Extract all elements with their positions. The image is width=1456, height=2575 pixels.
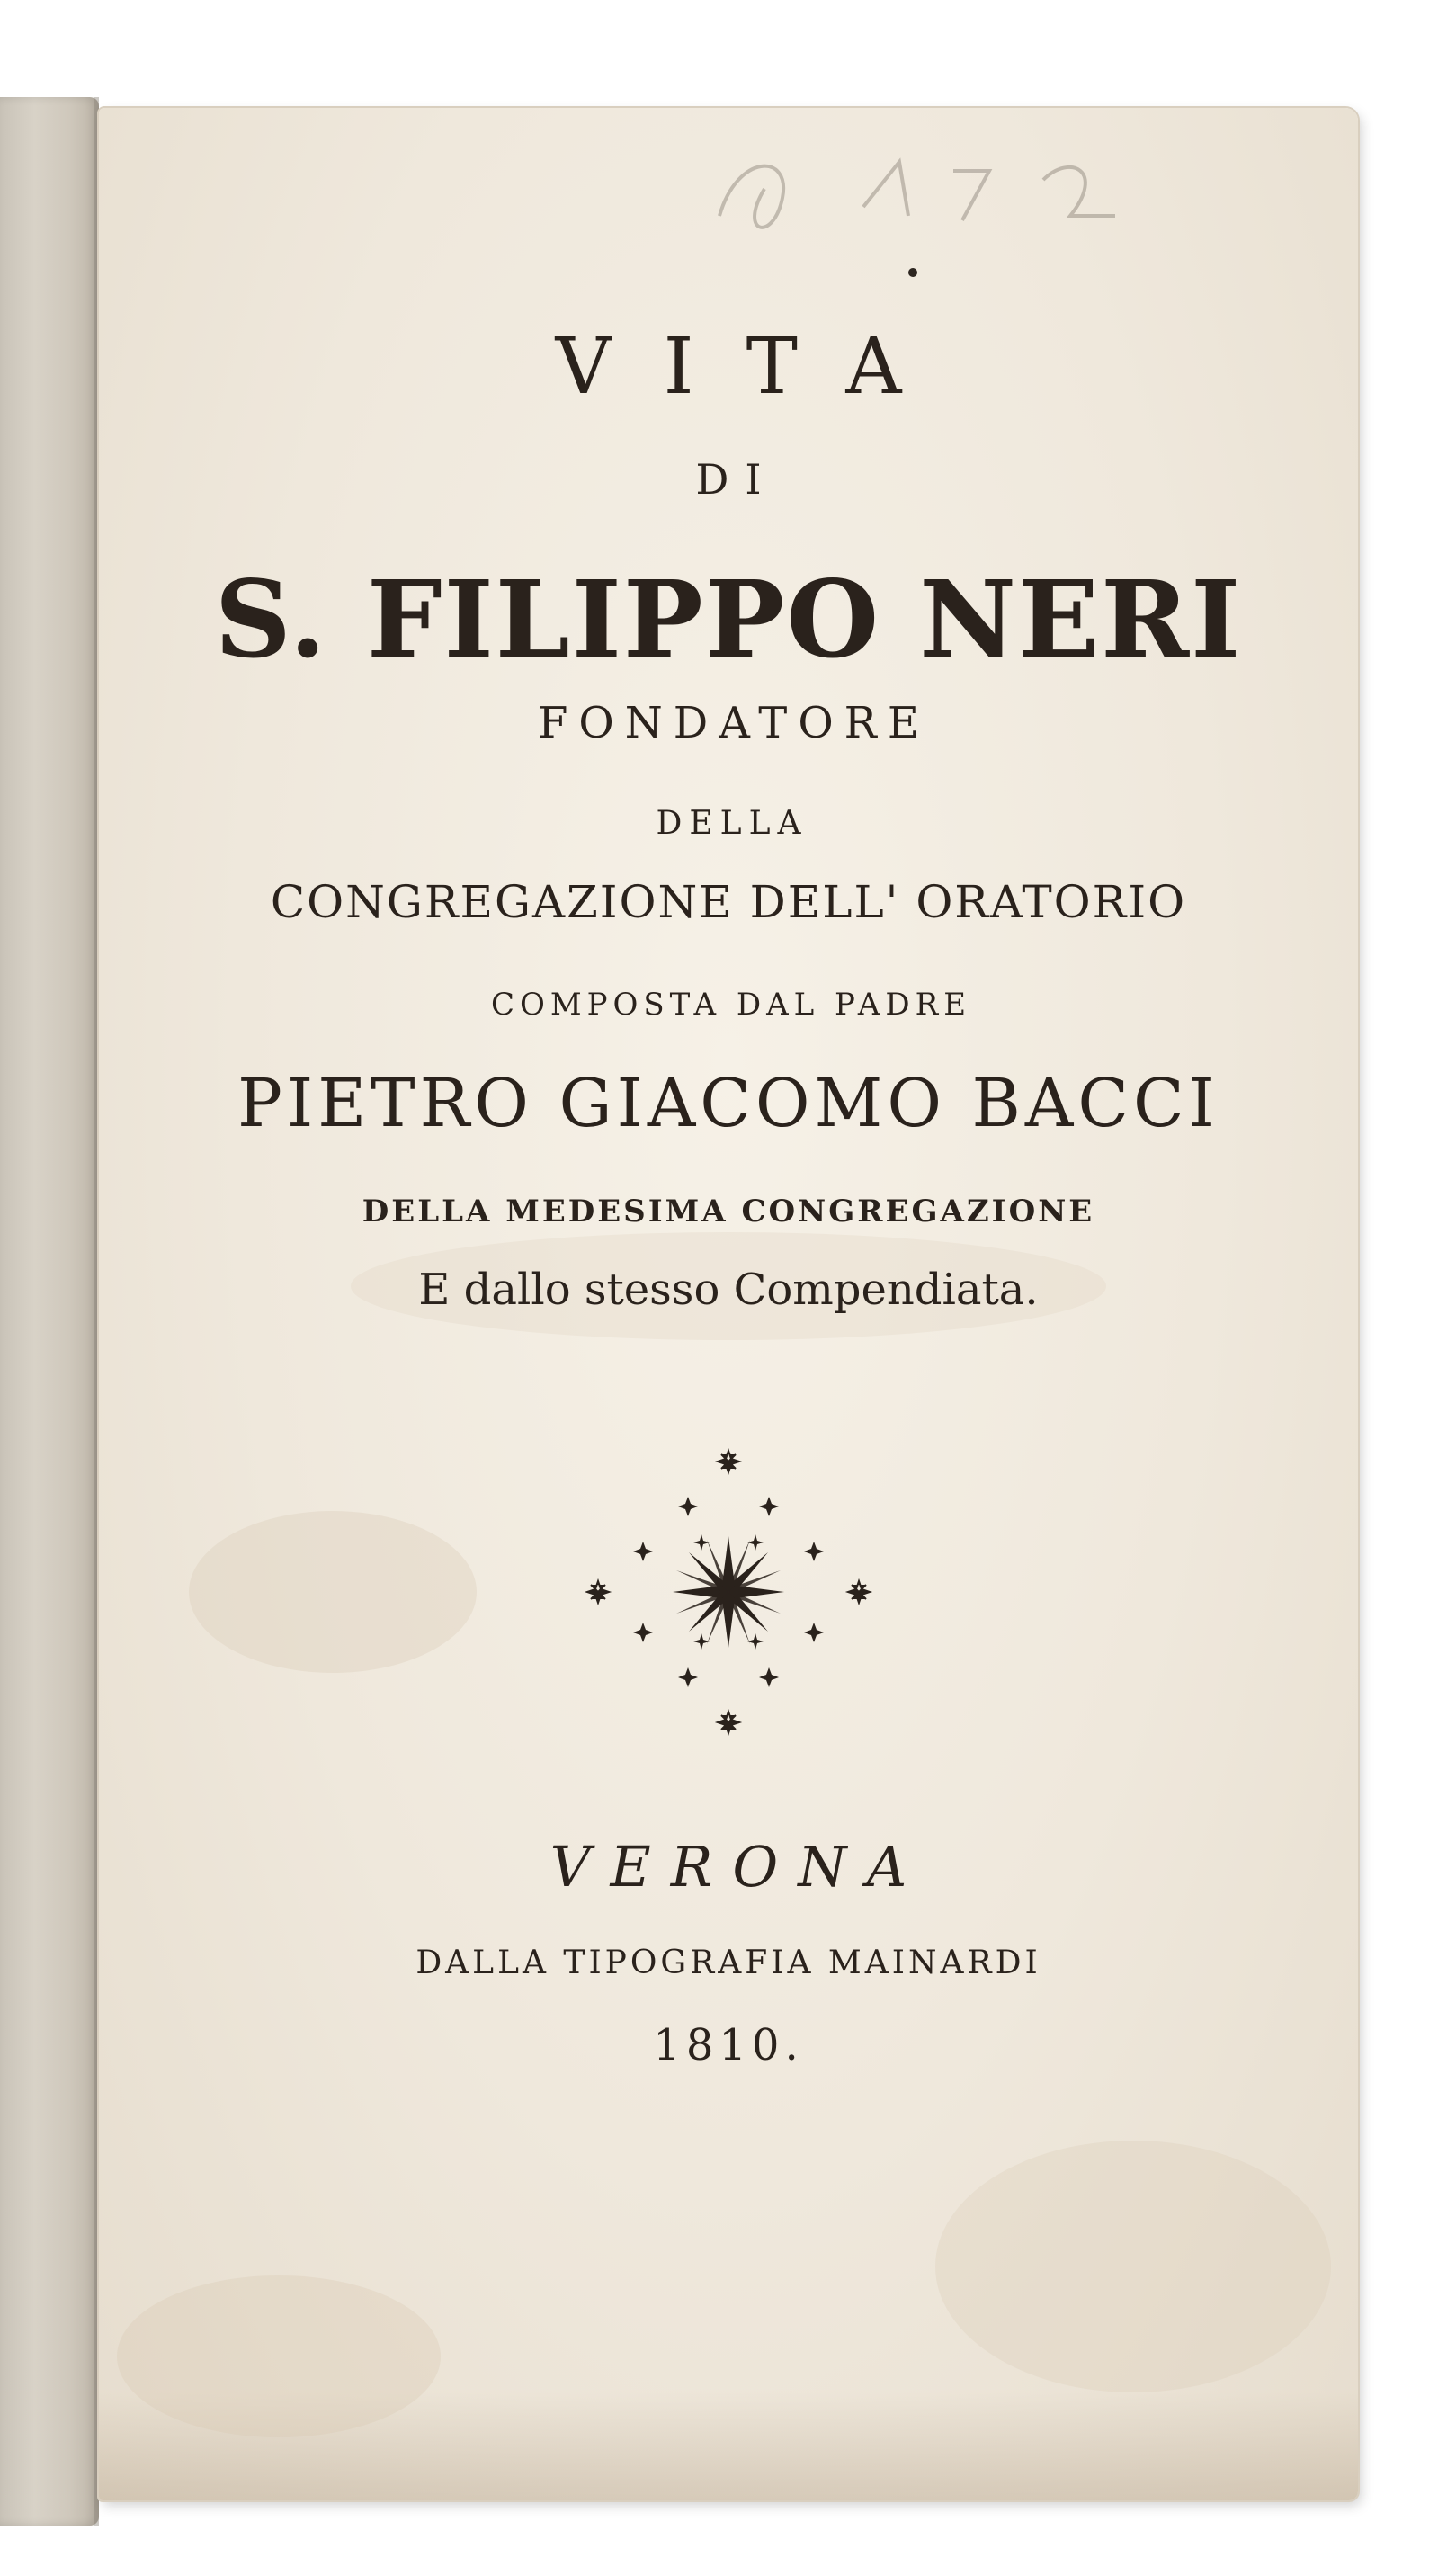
title-di: DI [695,455,778,504]
title-saint-name: S. FILIPPO NERI [214,557,1243,682]
title-composta: COMPOSTA DAL PADRE [490,987,972,1023]
book-cover-edge [0,97,99,2526]
imprint-place: VERONA [549,1834,927,1900]
imprint-printer: DALLA TIPOGRAFIA MAINARDI [415,1945,1041,1981]
title-page [99,108,1358,2500]
title-compendiata: E dallo stesso Compendiata. [418,1265,1039,1315]
imprint-year: 1810. [653,2020,804,2070]
pencil-annotation [683,135,1151,243]
title-della: DELLA [656,805,808,842]
ink-dot [908,268,917,277]
rosette-core [673,1536,784,1648]
title-author: PIETRO GIACOMO BACCI [237,1065,1219,1142]
title-congregazione: CONGREGAZIONE DELL' ORATORIO [270,876,1187,928]
title-vita: VITA [555,322,954,412]
star-rosette-ornament-icon [567,1430,890,1754]
title-fondatore: FONDATORE [538,698,930,748]
title-della-medesima: DELLA MEDESIMA CONGREGAZIONE [362,1194,1095,1229]
